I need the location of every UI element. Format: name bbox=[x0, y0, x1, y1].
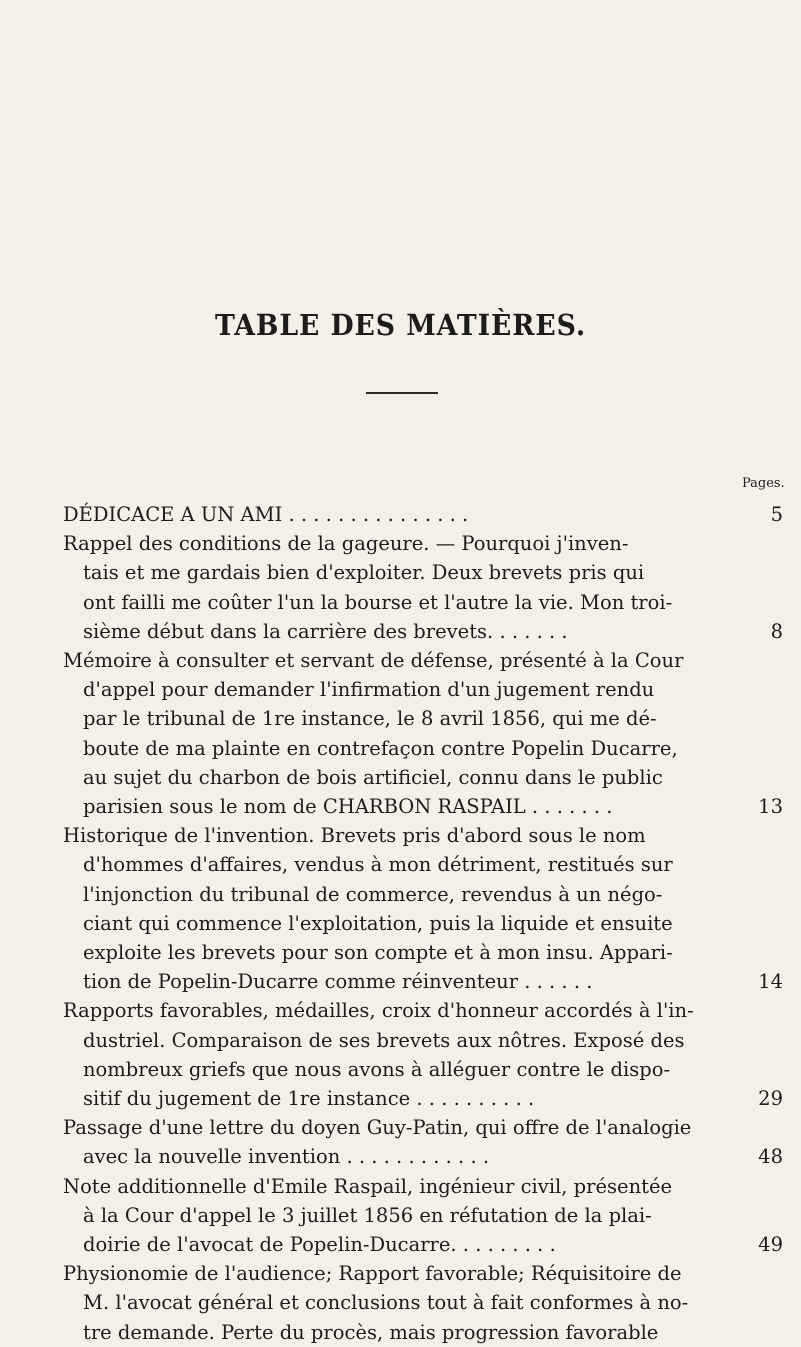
toc-entry-text: Historique de l'invention. Brevets pris d'abord sous le nom d'hommes d'affaires, vendus à mon détriment, restitués sur l'injonction du tribunal de commerce, revendus à un négo- ciant qui commence l'exploitation, puis la liquide et ensuite exploite les brevets pour son compte et à mon insu. Appari- tion de Popelin-Ducarre comme réinventeur . . . . . . bbox=[63, 824, 673, 994]
toc-entry bbox=[63, 1113, 783, 1171]
pages-column-header: Pages. bbox=[742, 476, 785, 491]
toc-entry bbox=[63, 646, 783, 821]
toc-entry-text: Mémoire à consulter et servant de défense, présenté à la Cour d'appel pour demander l'infirmation d'un jugement rendu par le tribunal de 1re instance, le 8 avril 1856, qui me dé- boute de ma plainte en contrefaçon contre Popelin Ducarre, au sujet du charbon de bois artificiel, connu dans le public parisien sous le nom de CHARBON RASPAIL . . . . . . . bbox=[63, 649, 684, 819]
page-title: TABLE DES MATIÈRES. bbox=[214, 308, 587, 342]
toc-entry-text: Note additionnelle d'Emile Raspail, ingénieur civil, présentée à la Cour d'appel le 3 juillet 1856 en réfutation de la plai- doirie de l'avocat de Popelin-Ducarre. . . . . . . . . bbox=[63, 1174, 673, 1257]
toc-entry bbox=[63, 821, 783, 996]
toc-entry bbox=[63, 996, 783, 1113]
toc-entry bbox=[63, 1172, 783, 1260]
toc-entry-text: DÉDICACE A UN AMI . . . . . . . . . . . . . . . bbox=[63, 503, 469, 526]
toc-entry-text: Physionomie de l'audience; Rapport favorable; Réquisitoire de M. l'avocat général et conclusions tout à fait conformes à no- tre demande. Perte du procès, mais progression favorable bbox=[63, 1262, 689, 1344]
toc-entry bbox=[63, 529, 783, 646]
toc-entry-text: Passage d'une lettre du doyen Guy-Patin, qui offre de l'analogie avec la nouvelle invention . . . . . . . . . . . . bbox=[63, 1116, 692, 1169]
table-of-contents bbox=[63, 500, 783, 1347]
toc-entry bbox=[63, 1259, 783, 1347]
toc-entry bbox=[63, 500, 783, 529]
toc-entry-page: 5 bbox=[770, 503, 783, 526]
toc-entry-page: 49 bbox=[758, 1233, 783, 1257]
toc-entry-page: 14 bbox=[758, 970, 783, 994]
toc-entry-page: 48 bbox=[758, 1145, 783, 1169]
title-rule bbox=[366, 392, 438, 394]
toc-entry-page: 29 bbox=[758, 1087, 783, 1111]
toc-entry-text: Rappel des conditions de la gageure. — Pourquoi j'inven- tais et me gardais bien d'exploiter. Deux brevets pris qui ont failli me coûter l'un la bourse et l'autre la vie. Mon troi- sième début dans la carrière des brevets. . . . . . . bbox=[63, 532, 673, 643]
toc-entry-text: Rapports favorables, médailles, croix d'honneur accordés à l'in- dustriel. Comparaison de ses brevets aux nôtres. Exposé des nombreux griefs que nous avons à alléguer contre le dispo- sitif du jugement de 1re instance . . . . . . . . . . bbox=[63, 999, 694, 1111]
toc-entry-page: 8 bbox=[770, 619, 783, 643]
toc-entry-page: 13 bbox=[758, 795, 783, 819]
